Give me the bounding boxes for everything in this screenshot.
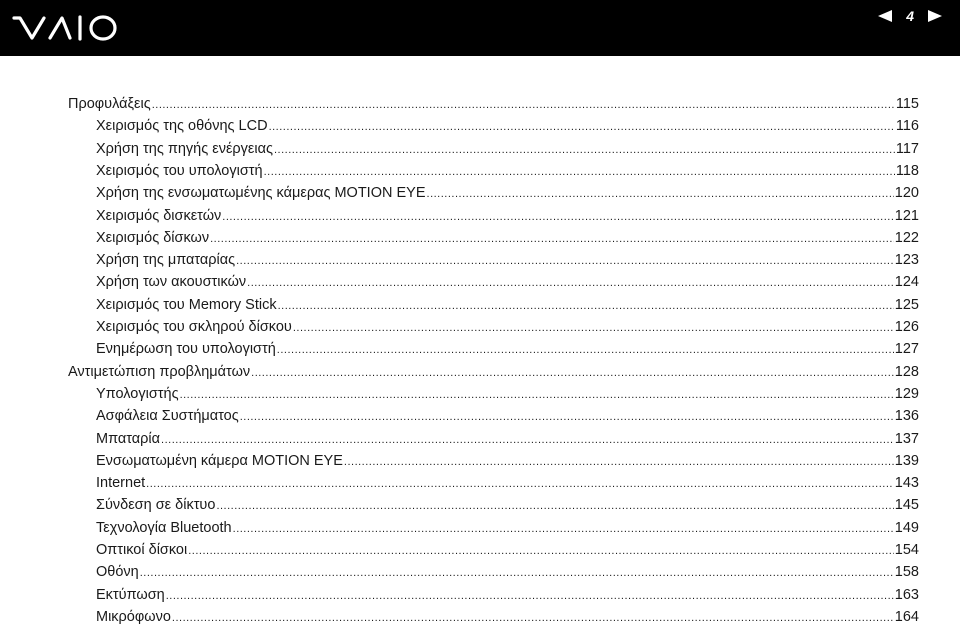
toc-entry[interactable] — [96, 497, 919, 519]
dot-leader — [247, 277, 894, 289]
pager — [878, 6, 942, 26]
toc-entry-title: Χειρισμός της οθόνης LCD — [96, 118, 268, 135]
dot-leader — [188, 545, 894, 557]
dot-leader — [264, 166, 895, 178]
toc-entry-title: Ασφάλεια Συστήματος — [96, 408, 239, 425]
toc-entry-page: 136 — [894, 408, 919, 425]
toc-entry-title: Ενημέρωση του υπολογιστή — [96, 341, 276, 358]
toc-entry-page: 145 — [894, 497, 919, 514]
toc-entry[interactable] — [96, 141, 919, 163]
dot-leader — [277, 344, 894, 356]
toc-entry-page: 122 — [894, 229, 919, 246]
toc-entry-title: Εκτύπωση — [96, 586, 165, 603]
toc-entry-title: Χρήση της μπαταρίας — [96, 252, 236, 269]
toc-entry[interactable] — [96, 252, 919, 274]
previous-page-icon[interactable] — [878, 10, 892, 22]
toc-entry[interactable] — [96, 408, 919, 430]
toc-entry-page: 137 — [894, 430, 919, 447]
dot-leader — [236, 255, 894, 267]
toc-entry[interactable] — [68, 364, 919, 386]
dot-leader — [216, 500, 893, 512]
toc-entry-title: Χρήση της πηγής ενέργειας — [96, 140, 273, 157]
toc-entry[interactable] — [96, 386, 919, 408]
dot-leader — [344, 456, 894, 468]
toc-entry-title: Μπαταρία — [96, 430, 161, 447]
toc-entry-title: Χειρισμός του σκληρού δίσκου — [96, 319, 292, 335]
toc-entry-title: Χρήση της ενσωματωμένης κάμερας MOTION EYE — [96, 185, 426, 202]
toc-entry-page: 123 — [894, 252, 919, 269]
dot-leader — [240, 411, 894, 423]
toc-entry[interactable] — [96, 185, 919, 207]
toc-entry-page: 127 — [894, 341, 919, 358]
next-page-icon[interactable] — [928, 10, 942, 22]
toc-entry-title: Χειρισμός του Memory Stick — [96, 296, 277, 313]
toc-entry[interactable] — [96, 609, 919, 631]
toc-entry[interactable] — [96, 453, 919, 475]
toc-entry-title: Οθόνη — [96, 564, 139, 581]
toc-entry-title: Σύνδεση σε δίκτυο — [96, 497, 216, 514]
toc-entry[interactable] — [96, 431, 919, 453]
toc-entry-page: 124 — [894, 274, 919, 291]
toc-entry-title: Υπολογιστής — [96, 385, 179, 402]
dot-leader — [140, 567, 894, 579]
dot-leader — [427, 188, 894, 200]
dot-leader — [166, 590, 894, 602]
toc-entry[interactable] — [96, 587, 919, 609]
toc-entry[interactable] — [96, 319, 919, 341]
toc-entry-page: 128 — [894, 363, 919, 380]
toc-entry-page: 163 — [894, 586, 919, 603]
toc-entry-title: Οπτικοί δίσκοι — [96, 542, 188, 558]
toc-entry[interactable] — [96, 564, 919, 586]
dot-leader — [269, 121, 895, 133]
toc-entry-page: 149 — [894, 519, 919, 536]
toc-entry[interactable] — [96, 297, 919, 319]
toc-entry-page: 118 — [895, 162, 919, 179]
toc-entry-page: 115 — [895, 96, 919, 112]
dot-leader — [152, 99, 895, 111]
toc-entry-title: Τεχνολογία Bluetooth — [96, 519, 232, 536]
toc-entry-title: Μικρόφωνο — [96, 608, 171, 625]
toc-entry-page: 120 — [894, 185, 919, 202]
dot-leader — [172, 612, 894, 624]
toc-entry-page: 154 — [894, 542, 919, 558]
toc-entry[interactable] — [96, 274, 919, 296]
toc-entry-page: 117 — [895, 140, 919, 157]
dot-leader — [293, 322, 894, 334]
dot-leader — [210, 233, 894, 245]
toc-entry-title: Internet — [96, 475, 146, 492]
toc-entry-page: 121 — [894, 207, 919, 224]
toc-entry-page: 116 — [895, 118, 919, 135]
toc-entry-page: 126 — [894, 319, 919, 335]
toc-entry-title: Χειρισμός του υπολογιστή — [96, 162, 263, 179]
dot-leader — [146, 478, 894, 490]
dot-leader — [274, 144, 895, 156]
toc-entry-page: 143 — [894, 475, 919, 492]
toc-entry-title: Ενσωματωμένη κάμερα MOTION EYE — [96, 452, 343, 469]
toc-entry-title: Χρήση των ακουστικών — [96, 274, 247, 291]
vaio-logo-icon — [12, 12, 120, 44]
toc-entry-page: 164 — [894, 608, 919, 625]
toc-entry[interactable] — [68, 96, 919, 118]
toc-entry[interactable] — [96, 542, 919, 564]
toc-entry[interactable] — [96, 341, 919, 363]
dot-leader — [180, 389, 894, 401]
toc-entry[interactable] — [96, 475, 919, 497]
dot-leader — [278, 300, 894, 312]
toc-entry-title: Χειρισμός δισκετών — [96, 207, 222, 224]
toc-entry-page: 139 — [894, 452, 919, 469]
toc-entry[interactable] — [96, 118, 919, 140]
toc-entry-title: Αντιμετώπιση προβλημάτων — [68, 363, 251, 380]
toc-entry[interactable] — [96, 230, 919, 252]
header-bar — [0, 0, 960, 56]
dot-leader — [222, 211, 894, 223]
toc-entry-title: Χειρισμός δίσκων — [96, 229, 210, 246]
dot-leader — [251, 367, 894, 379]
page-number: 4 — [906, 8, 914, 24]
toc-entry[interactable] — [96, 163, 919, 185]
toc-entry-page: 129 — [894, 385, 919, 402]
dot-leader — [161, 434, 894, 446]
toc-entry-page: 158 — [894, 564, 919, 581]
toc-entry-page: 125 — [894, 296, 919, 313]
toc-entry[interactable] — [96, 208, 919, 230]
toc-entry[interactable] — [96, 520, 919, 542]
toc-entry-title: Προφυλάξεις — [68, 96, 151, 112]
dot-leader — [233, 523, 894, 535]
